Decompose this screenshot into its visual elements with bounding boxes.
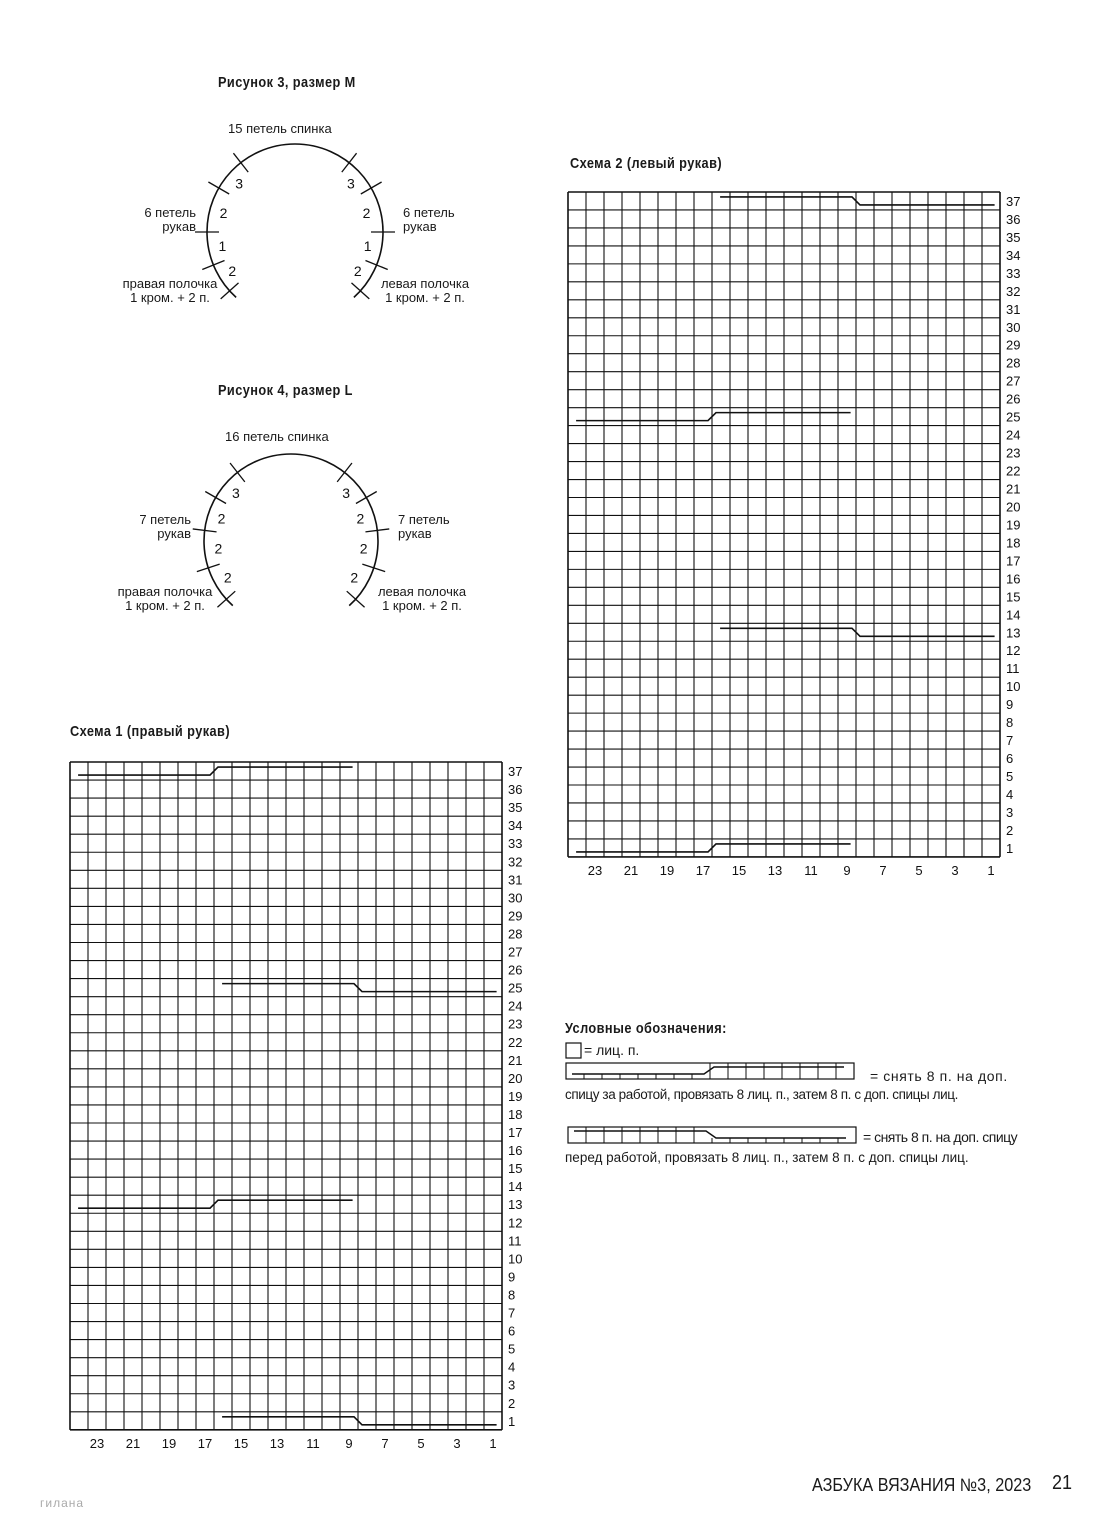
schema2-row-number: 8	[1006, 715, 1014, 731]
schema1-row-number: 14	[508, 1179, 523, 1195]
schema1-row-number: 32	[508, 854, 523, 870]
schema1-row-number: 30	[508, 890, 523, 906]
schema2-row-number: 36	[1006, 211, 1021, 227]
fig3-marker-tick	[202, 260, 224, 269]
legend-cable-back-text-2: спицу за работой, провязать 8 лиц. п., затем 8 п. с доп. спицы лиц.	[565, 1087, 958, 1102]
fig4-marker-tick	[356, 492, 377, 504]
schema1-row-number: 7	[508, 1305, 516, 1321]
label-line: 6 петель	[144, 205, 196, 220]
fig3-marker-tick	[361, 182, 382, 194]
schema1-column-number: 13	[269, 1435, 285, 1451]
schema1-row-number: 2	[508, 1395, 516, 1411]
schema1-row-number: 13	[508, 1197, 523, 1213]
schema2-column-number: 3	[951, 862, 959, 878]
schema2-column-number: 19	[659, 862, 675, 878]
fig4-segment-count: 2	[223, 569, 232, 586]
schema2-row-number: 3	[1006, 804, 1014, 820]
fig3-segment-count: 2	[228, 263, 237, 280]
schema2-row-number: 25	[1006, 409, 1021, 425]
schema1-row-number: 18	[508, 1106, 523, 1122]
schema1-row-number: 23	[508, 1016, 523, 1032]
schema2-row-number: 10	[1006, 679, 1021, 695]
fig3-segment-count: 2	[362, 204, 371, 221]
fig3-segment-count: 3	[235, 175, 244, 192]
schema2-row-number: 29	[1006, 337, 1021, 353]
fig4-segment-count: 2	[214, 540, 223, 557]
schema1-column-number: 23	[89, 1435, 105, 1451]
schema2-row-number: 6	[1006, 751, 1014, 767]
label-line: 1 кром. + 2 п.	[125, 598, 205, 613]
legend-knit-square	[566, 1043, 581, 1058]
schema2-row-number: 12	[1006, 643, 1021, 659]
legend-cable-front-line	[574, 1131, 846, 1138]
schema1-row-number: 11	[508, 1233, 522, 1249]
schema2-row-number: 5	[1006, 769, 1014, 785]
schema2-row-number: 16	[1006, 571, 1021, 587]
schema1-row-number: 1	[508, 1413, 516, 1429]
legend-knit-text: = лиц. п.	[584, 1042, 640, 1058]
fig3-right-front	[355, 277, 495, 305]
schema2-cable-cross	[576, 844, 851, 852]
schema1-row-number: 36	[508, 782, 523, 798]
schema1-title: Схема 1 (правый рукав)	[70, 723, 230, 740]
schema1-row-number: 34	[508, 818, 523, 834]
legend-cable-front-text-2: перед работой, провязать 8 лиц. п., затем 8 п. с доп. спицы лиц.	[565, 1150, 969, 1165]
schema2-row-number: 30	[1006, 319, 1021, 335]
schema2-row-number: 22	[1006, 463, 1021, 479]
schema1-row-number: 15	[508, 1161, 523, 1177]
schema2-row-number: 14	[1006, 607, 1021, 623]
schema2-row-number: 18	[1006, 535, 1021, 551]
schema1-row-number: 28	[508, 926, 523, 942]
fig4-segment-count: 2	[356, 510, 365, 527]
fig4-left-front	[90, 585, 240, 613]
schema2-column-number: 17	[695, 862, 711, 878]
label-line: 7 петель	[139, 512, 191, 527]
schema2-row-number: 13	[1006, 625, 1021, 641]
schema1-row-number: 8	[508, 1287, 516, 1303]
fig4-segment-count: 2	[359, 540, 368, 557]
schema1-row-number: 25	[508, 980, 523, 996]
schema2-column-number: 7	[879, 862, 887, 878]
schema1-row-number: 10	[508, 1251, 523, 1267]
fig3-marker-tick	[342, 153, 357, 172]
fig3-marker-tick	[233, 153, 248, 172]
label-line: 6 петель	[403, 205, 455, 220]
fig3-title: Рисунок 3, размер М	[218, 74, 356, 91]
schema2-row-number: 2	[1006, 822, 1014, 838]
schema2-column-number: 15	[731, 862, 747, 878]
schema1-row-number: 17	[508, 1125, 523, 1141]
fig4-title: Рисунок 4, размер L	[218, 382, 353, 399]
schema2-row-number: 11	[1006, 661, 1020, 677]
schema1-column-number: 11	[306, 1435, 320, 1451]
schema1-row-number: 5	[508, 1341, 516, 1357]
schema1-column-number: 19	[161, 1435, 177, 1451]
schema2-column-number: 5	[915, 862, 923, 878]
schema2-row-number: 34	[1006, 247, 1021, 263]
schema2-row-number: 20	[1006, 499, 1021, 515]
legend-title: Условные обозначения:	[565, 1020, 727, 1037]
schema2-cable-cross	[576, 413, 851, 421]
label-line: рукав	[157, 526, 191, 541]
schema1-row-number: 19	[508, 1088, 523, 1104]
schema1-row-number: 16	[508, 1143, 523, 1159]
schema2-column-number: 23	[587, 862, 603, 878]
schema2-row-number: 9	[1006, 697, 1014, 713]
schema2-column-number: 1	[987, 862, 995, 878]
schema1-row-number: 31	[508, 872, 523, 888]
fig3-segment-count: 3	[346, 175, 355, 192]
legend-cable-back-text: = снять 8 п. на доп.	[870, 1068, 1008, 1084]
schema1-row-number: 12	[508, 1215, 523, 1231]
schema2-row-number: 35	[1006, 229, 1021, 245]
schema1-row-number: 22	[508, 1034, 523, 1050]
schema1-row-number: 4	[508, 1359, 516, 1375]
schema2-row-number: 31	[1006, 301, 1021, 317]
schema2-row-number: 26	[1006, 391, 1021, 407]
fig4-top-label: 16 петель спинка	[225, 429, 329, 444]
schema1-column-number: 7	[381, 1435, 389, 1451]
schema1-row-number: 26	[508, 962, 523, 978]
fig3-top-label: 15 петель спинка	[228, 121, 332, 136]
label-line: 1 кром. + 2 п.	[130, 290, 210, 305]
fig3-left-front	[95, 277, 245, 305]
schema1-column-number: 21	[125, 1435, 141, 1451]
label-line: левая полочка	[380, 276, 470, 291]
schema2-row-number: 24	[1006, 427, 1021, 443]
label-line: правая полочка	[117, 584, 213, 599]
magazine-issue: АЗБУКА ВЯЗАНИЯ №3, 2023	[812, 1475, 1032, 1495]
label-line: рукав	[398, 526, 432, 541]
legend-cable-front-text: = снять 8 п. на доп. спицу	[863, 1129, 1018, 1145]
schema1-row-number: 27	[508, 944, 523, 960]
schema2-row-number: 32	[1006, 283, 1021, 299]
schema1-column-number: 9	[345, 1435, 353, 1451]
schema1-column-number: 3	[453, 1435, 461, 1451]
schema1-column-number: 1	[489, 1435, 497, 1451]
schema1-cable-cross	[78, 767, 353, 775]
schema2-column-number: 9	[843, 862, 851, 878]
label-line: правая полочка	[122, 276, 218, 291]
schema1-row-number: 24	[508, 998, 523, 1014]
schema2-column-number: 21	[623, 862, 639, 878]
schema2-column-number: 13	[767, 862, 783, 878]
schema2-title: Схема 2 (левый рукав)	[570, 155, 723, 172]
schema2-row-number: 17	[1006, 553, 1021, 569]
fig3-segment-count: 2	[353, 263, 362, 280]
schema2-row-number: 1	[1006, 840, 1014, 856]
fig3-segment-count: 1	[363, 238, 372, 255]
page-number: 21	[1052, 1472, 1073, 1494]
schema1-column-number: 5	[417, 1435, 425, 1451]
label-line: рукав	[403, 219, 437, 234]
schema2-cable-cross	[720, 628, 995, 636]
fig3-left-sleeve	[120, 206, 196, 234]
schema1-row-number: 6	[508, 1323, 516, 1339]
schema2-row-number: 7	[1006, 733, 1014, 749]
schema2-row-number: 28	[1006, 355, 1021, 371]
fig4-marker-tick	[230, 463, 245, 482]
schema1-row-number: 35	[508, 800, 523, 816]
schema2-row-number: 27	[1006, 373, 1021, 389]
schema2-row-number: 4	[1006, 786, 1014, 802]
schema2-row-number: 33	[1006, 265, 1021, 281]
schema1-row-number: 20	[508, 1070, 523, 1086]
label-line: левая полочка	[377, 584, 467, 599]
schema2-row-number: 37	[1006, 193, 1021, 209]
schema1-row-number: 3	[508, 1377, 516, 1393]
label-line: 1 кром. + 2 п.	[382, 598, 462, 613]
schema1-row-number: 29	[508, 908, 523, 924]
schema2-row-number: 19	[1006, 517, 1021, 533]
label-line: 7 петель	[398, 512, 450, 527]
schema2-cable-cross	[720, 197, 995, 205]
schema1-cable-cross	[78, 1200, 353, 1208]
fig4-right-sleeve	[398, 513, 450, 541]
schema1-row-number: 9	[508, 1269, 516, 1285]
fig4-segment-count: 3	[232, 485, 240, 502]
schema1-row-number: 21	[508, 1052, 523, 1068]
schema2-row-number: 15	[1006, 589, 1021, 605]
schema2-row-number: 21	[1006, 481, 1021, 497]
fig3-segment-count: 2	[219, 204, 228, 221]
fig4-segment-count: 2	[217, 510, 226, 527]
fig4-marker-tick	[205, 492, 226, 504]
schema2-row-number: 23	[1006, 445, 1021, 461]
fig3-segment-count: 1	[218, 238, 227, 255]
fig4-left-sleeve	[115, 513, 191, 541]
schema1-cable-cross	[222, 984, 497, 992]
schema1-cable-cross	[222, 1417, 497, 1425]
fig3-marker-tick	[365, 260, 387, 269]
label-line: 1 кром. + 2 п.	[385, 290, 465, 305]
fig4-segment-count: 2	[350, 569, 359, 586]
legend-cable-back-line	[572, 1067, 844, 1074]
fig3-right-sleeve	[403, 206, 455, 234]
fig4-right-front	[352, 585, 492, 613]
schema1-row-number: 37	[508, 764, 523, 780]
fig4-marker-tick	[337, 463, 352, 482]
watermark: гилана	[40, 1496, 85, 1510]
fig3-marker-tick	[208, 182, 229, 194]
label-line: рукав	[162, 219, 196, 234]
schema1-column-number: 17	[197, 1435, 213, 1451]
schema1-column-number: 15	[233, 1435, 249, 1451]
fig4-segment-count: 3	[342, 485, 350, 502]
schema1-row-number: 33	[508, 836, 523, 852]
schema2-column-number: 11	[804, 862, 818, 878]
